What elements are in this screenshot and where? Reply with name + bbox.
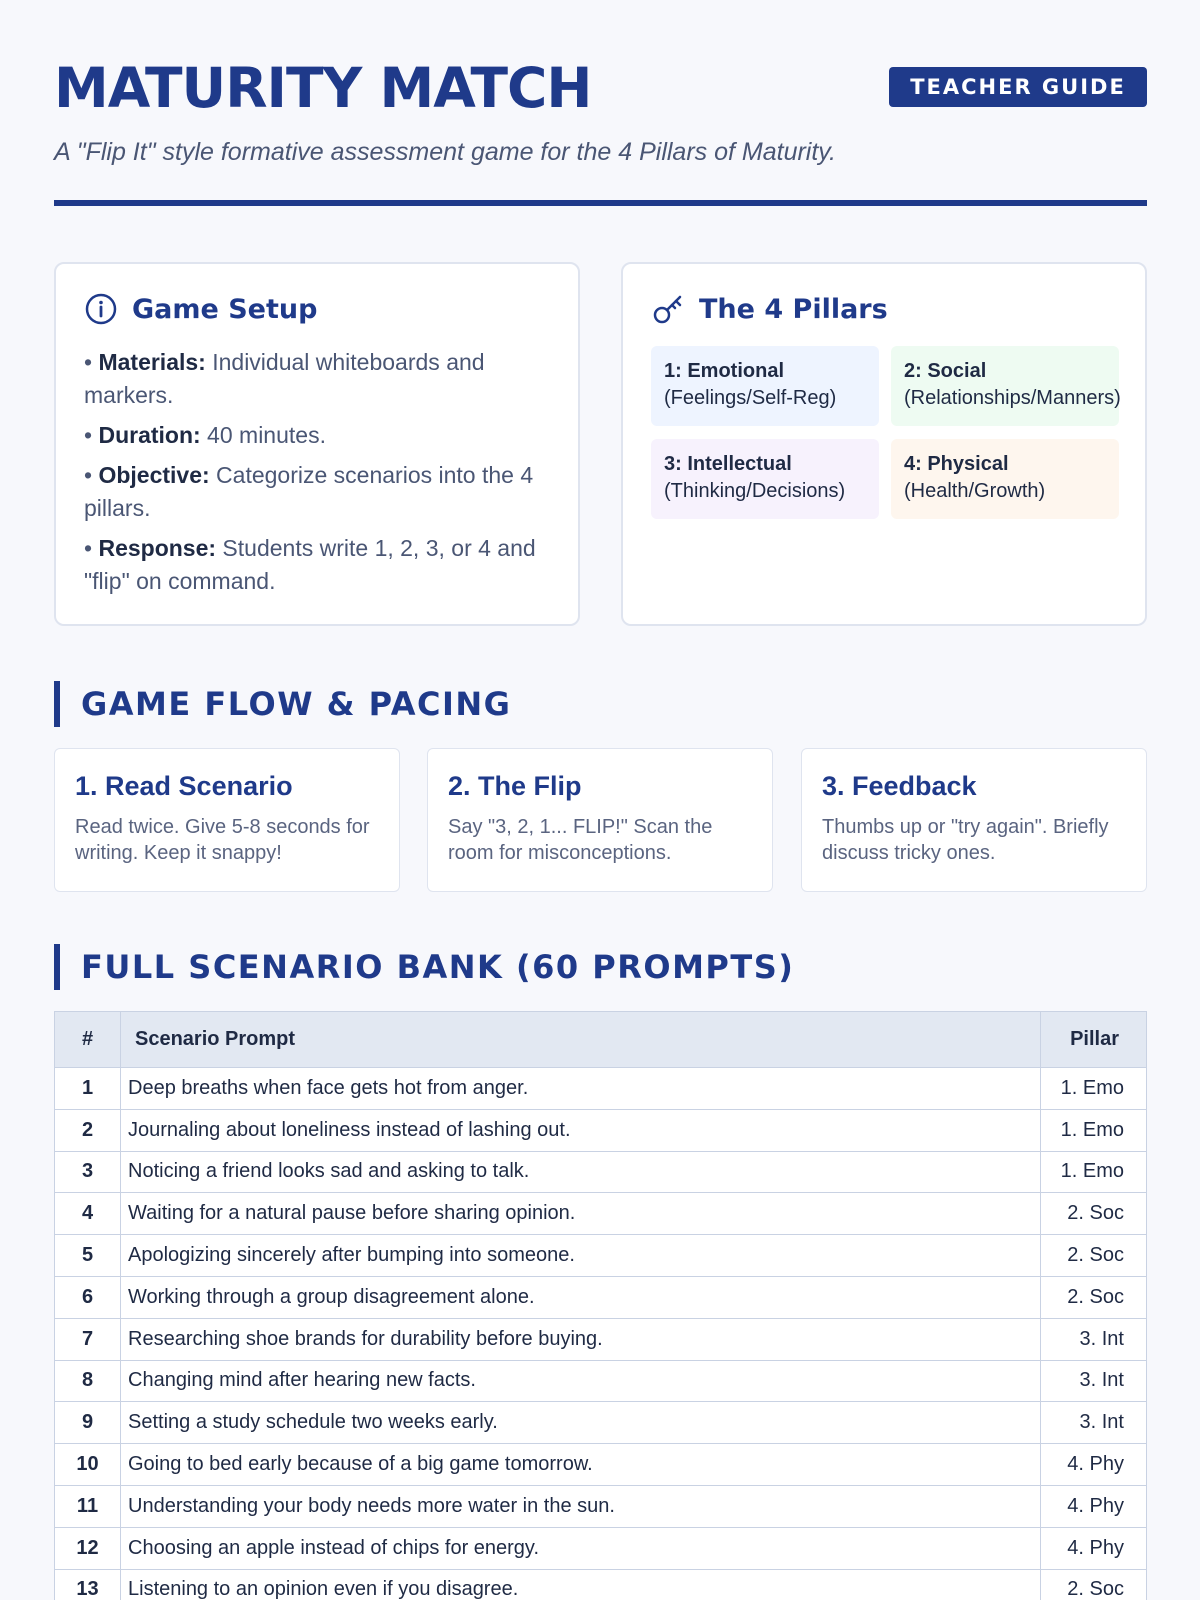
scenario-number: 7: [55, 1318, 121, 1360]
pillar-name: 1: Emotional: [664, 360, 785, 382]
scenario-number: 8: [55, 1360, 121, 1402]
scenario-number: 12: [55, 1527, 121, 1569]
scenario-prompt: Waiting for a natural pause before sharing opinion.: [121, 1193, 1041, 1235]
setup-item-objective: • Objective: Categorize scenarios into the 4 pillars.: [84, 462, 534, 521]
pillar-name: 4: Physical: [904, 453, 1009, 475]
flow-step-text: Say "3, 2, 1... FLIP!" Scan the room for misconceptions.: [448, 816, 713, 864]
table-row: [55, 1068, 1147, 1110]
scenario-pillar: 1. Emo: [1041, 1068, 1147, 1110]
game-setup-card: [54, 262, 580, 626]
scenario-prompt: Choosing an apple instead of chips for energy.: [121, 1527, 1041, 1569]
table-row: [55, 1444, 1147, 1486]
section-accent-bar: [54, 944, 60, 990]
scenario-prompt: Understanding your body needs more water in the sun.: [121, 1485, 1041, 1527]
scenario-pillar: 2. Soc: [1041, 1193, 1147, 1235]
scenario-prompt: Researching shoe brands for durability before buying.: [121, 1318, 1041, 1360]
flow-steps: [54, 748, 1147, 892]
table-row: [55, 1485, 1147, 1527]
setup-item-text: Categorize scenarios into the 4 pillars.: [84, 462, 534, 521]
key-icon: [651, 292, 685, 326]
teacher-guide-badge: TEACHER GUIDE: [889, 67, 1147, 107]
pillar-name: 3: Intellectual: [664, 453, 792, 475]
table-header-row: [55, 1012, 1147, 1068]
header-divider: [54, 200, 1147, 206]
table-row: [55, 1109, 1147, 1151]
page-subtitle: A "Flip It" style formative assessment game for the 4 Pillars of Maturity.: [54, 138, 836, 166]
pillar-emotional: [651, 346, 879, 426]
setup-item-response: • Response: Students write 1, 2, 3, or 4 and "flip" on command.: [84, 535, 536, 594]
table-row: [55, 1360, 1147, 1402]
pillars-title: The 4 Pillars: [699, 293, 888, 325]
pillars-card: [621, 262, 1147, 626]
scenario-pillar: 1. Emo: [1041, 1151, 1147, 1193]
flow-step-title: 1. Read Scenario: [75, 771, 293, 801]
setup-item-text: Individual whiteboards and markers.: [84, 349, 485, 408]
setup-list: [84, 346, 554, 605]
game-flow-header: [54, 680, 1147, 728]
pillar-desc: (Relationships/Manners): [904, 387, 1121, 409]
column-header-number: #: [55, 1012, 121, 1068]
setup-item-label: Objective:: [98, 462, 210, 488]
pillars-header: [651, 292, 888, 326]
scenario-number: 11: [55, 1485, 121, 1527]
setup-item-label: Duration:: [98, 422, 201, 448]
flow-step-read: [54, 748, 400, 892]
pillar-desc: (Feelings/Self-Reg): [664, 387, 837, 409]
scenario-number: 10: [55, 1444, 121, 1486]
setup-item-text: 40 minutes.: [200, 422, 326, 448]
table-row: [55, 1276, 1147, 1318]
flow-step-text: Thumbs up or "try again". Briefly discuss tricky ones.: [822, 816, 1109, 864]
scenario-prompt: Changing mind after hearing new facts.: [121, 1360, 1041, 1402]
scenario-number: 3: [55, 1151, 121, 1193]
flow-step-text: Read twice. Give 5-8 seconds for writing. Keep it snappy!: [75, 816, 370, 864]
scenario-number: 6: [55, 1276, 121, 1318]
setup-item-materials: • Materials: Individual whiteboards and markers.: [84, 349, 485, 408]
column-header-prompt: Scenario Prompt: [121, 1012, 1041, 1068]
scenario-pillar: 2. Soc: [1041, 1569, 1147, 1600]
scenario-number: 4: [55, 1193, 121, 1235]
scenario-pillar: 3. Int: [1041, 1360, 1147, 1402]
table-row: [55, 1318, 1147, 1360]
scenario-bank-title: FULL SCENARIO BANK (60 PROMPTS): [81, 948, 795, 986]
section-accent-bar: [54, 681, 60, 727]
scenario-pillar: 3. Int: [1041, 1402, 1147, 1444]
flow-step-flip: [427, 748, 773, 892]
scenario-pillar: 4. Phy: [1041, 1527, 1147, 1569]
teacher-guide-page: [54, 0, 1147, 1600]
scenario-pillar: 4. Phy: [1041, 1485, 1147, 1527]
page-title: MATURITY MATCH: [54, 56, 592, 120]
setup-item-text: Students write 1, 2, 3, or 4 and "flip" on command.: [84, 535, 536, 594]
table-row: [55, 1193, 1147, 1235]
game-setup-title: Game Setup: [132, 293, 318, 325]
scenario-table: [54, 1011, 1147, 1600]
scenario-prompt: Setting a study schedule two weeks early.: [121, 1402, 1041, 1444]
info-icon: [84, 292, 118, 326]
scenario-pillar: 4. Phy: [1041, 1444, 1147, 1486]
game-setup-header: [84, 292, 317, 326]
flow-step-title: 2. The Flip: [448, 771, 582, 801]
table-row: [55, 1151, 1147, 1193]
table-row: [55, 1402, 1147, 1444]
table-row: [55, 1527, 1147, 1569]
scenario-prompt: Apologizing sincerely after bumping into someone.: [121, 1235, 1041, 1277]
scenario-prompt: Working through a group disagreement alone.: [121, 1276, 1041, 1318]
scenario-pillar: 2. Soc: [1041, 1235, 1147, 1277]
pillar-intellectual: [651, 439, 879, 519]
scenario-prompt: Listening to an opinion even if you disagree.: [121, 1569, 1041, 1600]
header: [54, 0, 1147, 208]
game-flow-title: GAME FLOW & PACING: [81, 685, 512, 723]
setup-item-duration: • Duration: 40 minutes.: [84, 422, 326, 448]
pillar-desc: (Thinking/Decisions): [664, 480, 846, 502]
scenario-pillar: 1. Emo: [1041, 1109, 1147, 1151]
scenario-pillar: 2. Soc: [1041, 1276, 1147, 1318]
scenario-prompt: Deep breaths when face gets hot from anger.: [121, 1068, 1041, 1110]
flow-step-title: 3. Feedback: [822, 771, 977, 801]
table-row: [55, 1235, 1147, 1277]
flow-step-feedback: [801, 748, 1147, 892]
setup-item-label: Response:: [98, 535, 217, 561]
scenario-prompt: Journaling about loneliness instead of lashing out.: [121, 1109, 1041, 1151]
scenario-number: 1: [55, 1068, 121, 1110]
game-flow-section: [54, 680, 1147, 864]
pillar-name: 2: Social: [904, 360, 987, 382]
scenario-number: 2: [55, 1109, 121, 1151]
scenario-bank-header: [54, 943, 1147, 991]
scenario-prompt: Noticing a friend looks sad and asking to talk.: [121, 1151, 1041, 1193]
scenario-number: 9: [55, 1402, 121, 1444]
pillar-desc: (Health/Growth): [904, 480, 1046, 502]
info-cards: [54, 262, 1147, 626]
scenario-pillar: 3. Int: [1041, 1318, 1147, 1360]
scenario-prompt: Going to bed early because of a big game tomorrow.: [121, 1444, 1041, 1486]
table-row: [55, 1569, 1147, 1600]
scenario-number: 5: [55, 1235, 121, 1277]
pillar-physical: [891, 439, 1119, 519]
column-header-pillar: Pillar: [1041, 1012, 1147, 1068]
setup-item-label: Materials:: [98, 349, 206, 375]
pillar-social: [891, 346, 1119, 426]
scenario-number: 13: [55, 1569, 121, 1600]
scenario-bank-section: [54, 943, 1147, 1600]
